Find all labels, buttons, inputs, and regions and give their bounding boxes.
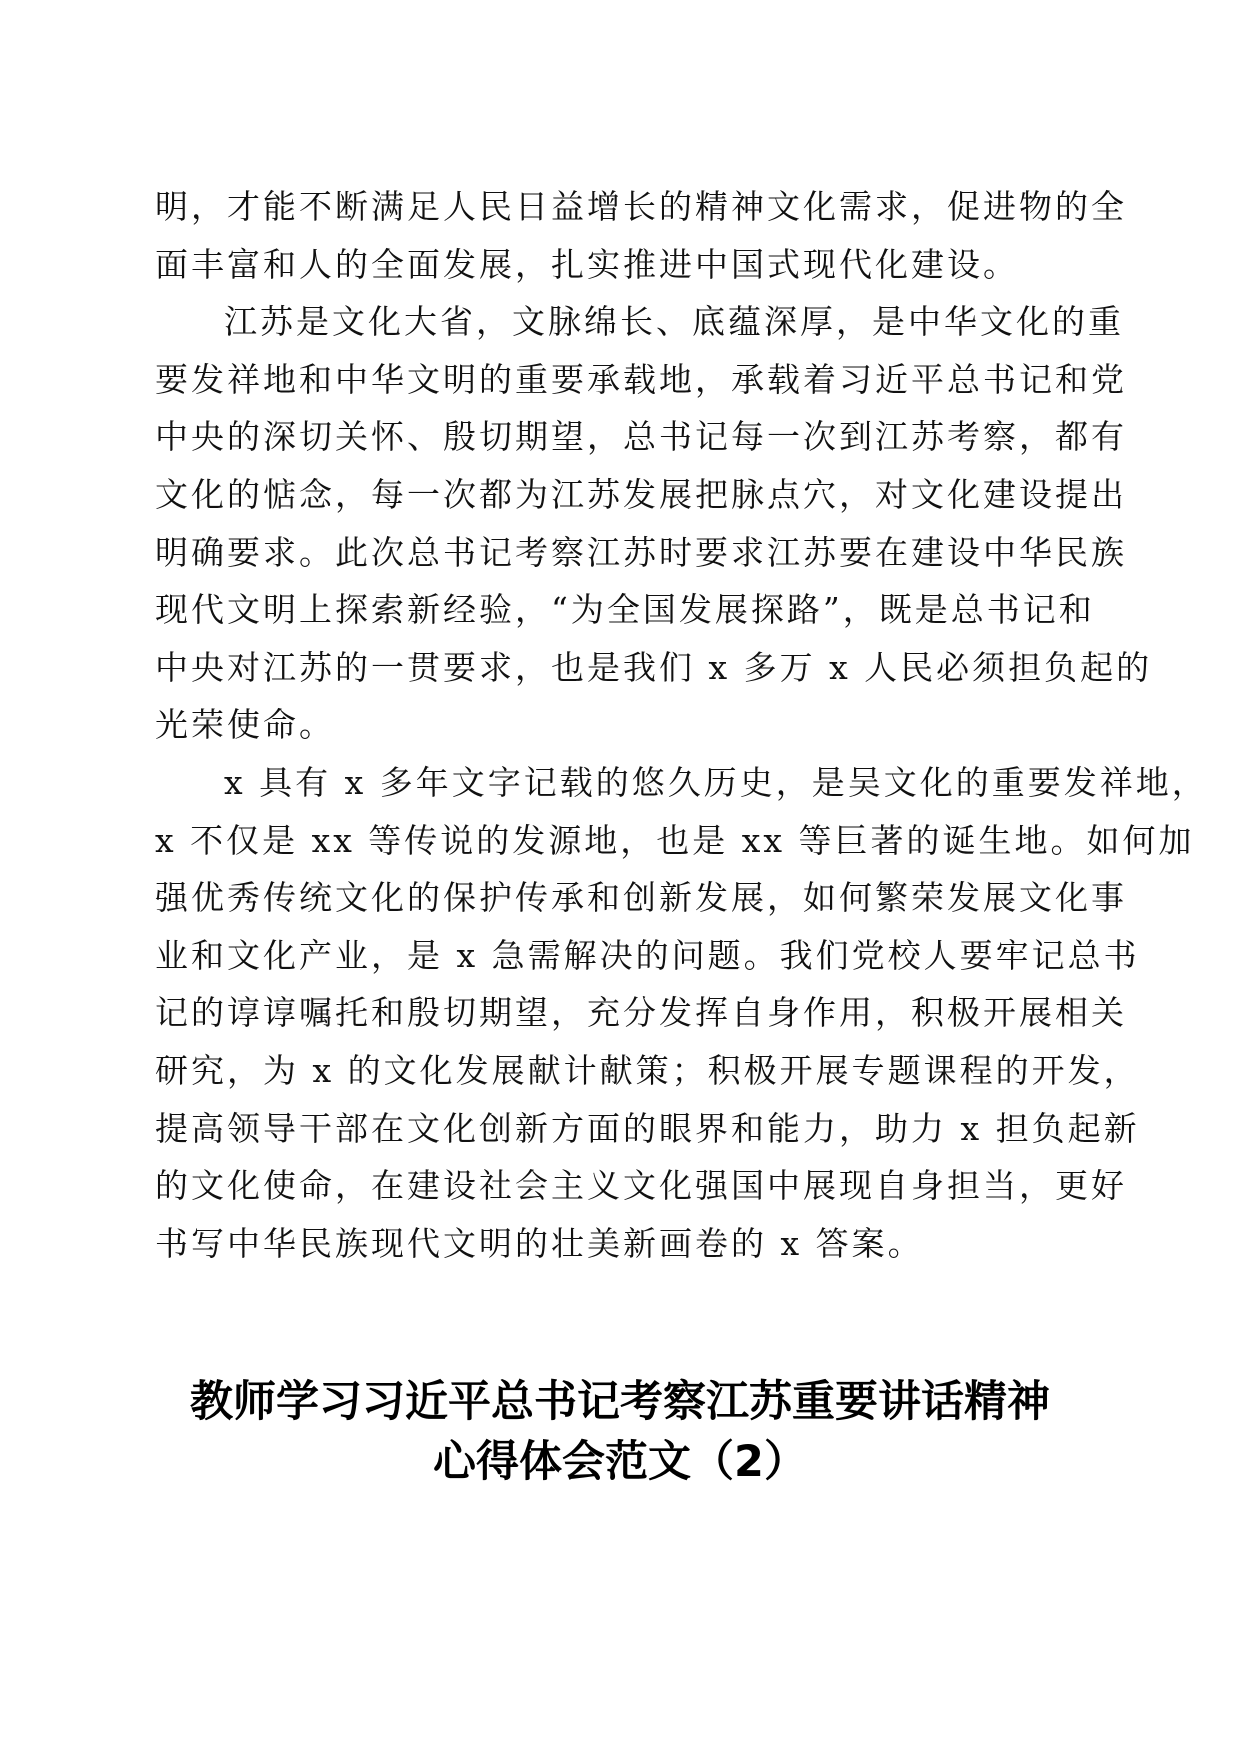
- text-line: x 具有 x 多年文字记载的悠久历史，是吴文化的重要发祥地，: [224, 762, 1208, 802]
- heading-line-1: 教师学习习近平总书记考察江苏重要讲话精神: [190, 1377, 1050, 1427]
- text-line: 文化的惦念，每一次都为江苏发展把脉点穴，对文化建设提出: [155, 474, 1127, 514]
- text-line: 明，才能不断满足人民日益增长的精神文化需求，促进物的全: [155, 187, 1127, 226]
- body-text: [155, 178, 1208, 1272]
- text-line: 江苏是文化大省，文脉绵长、底蕴深厚，是中华文化的重: [224, 302, 1124, 342]
- text-line: 业和文化产业，是 x 急需解决的问题。我们党校人要牢记总书: [155, 935, 1140, 975]
- paragraph-1: [155, 178, 1127, 293]
- text-line: 的文化使命，在建设社会主义文化强国中展现自身担当，更好: [155, 1166, 1127, 1206]
- text-line: 面丰富和人的全面发展，扎实推进中国式现代化建设。: [155, 244, 1019, 284]
- text-line: 提高领导干部在文化创新方面的眼界和能力，助力 x 担负起新: [155, 1108, 1140, 1148]
- text-line: 研究，为 x 的文化发展献计献策；积极开展专题课程的开发，: [155, 1050, 1140, 1090]
- text-line: 强优秀传统文化的保护传承和创新发展，如何繁荣发展文化事: [155, 878, 1127, 918]
- text-line: 要发祥地和中华文明的重要承载地，承载着习近平总书记和党: [155, 359, 1127, 399]
- text-line: 光荣使命。: [155, 705, 335, 745]
- text-line: 现代文明上探索新经验，“为全国发展探路”，既是总书记和: [155, 590, 1095, 630]
- text-line: x 不仅是 xx 等传说的发源地，也是 xx 等巨著的诞生地。如何加: [155, 820, 1195, 860]
- text-line: 中央对江苏的一贯要求，也是我们 x 多万 x 人民必须担负起的: [155, 647, 1153, 687]
- paragraph-2: [155, 293, 1153, 754]
- section-heading: [0, 1372, 1240, 1492]
- text-line: 明确要求。此次总书记考察江苏时要求江苏要在建设中华民族: [155, 532, 1127, 572]
- paragraph-3: [155, 754, 1208, 1272]
- text-line: 记的谆谆嘱托和殷切期望，充分发挥自身作用，积极开展相关: [155, 993, 1127, 1033]
- text-line: 书写中华民族现代文明的壮美新画卷的 x 答案。: [155, 1223, 924, 1263]
- heading-line-2: 心得体会范文（2）: [433, 1437, 807, 1487]
- text-line: 中央的深切关怀、殷切期望，总书记每一次到江苏考察，都有: [155, 417, 1127, 457]
